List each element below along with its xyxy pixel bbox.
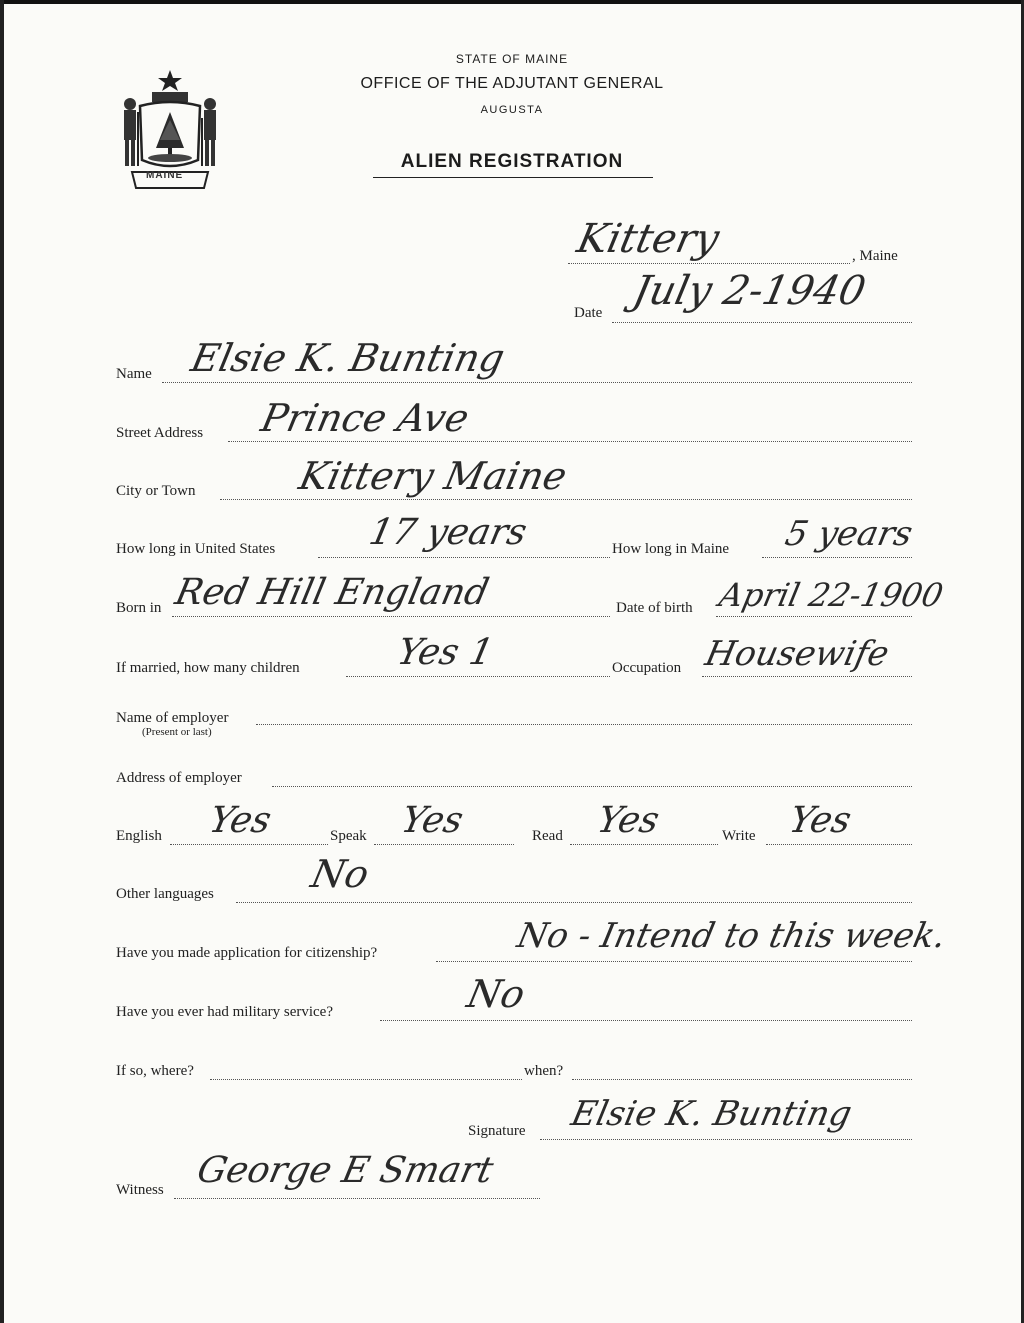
occupation-line <box>702 676 912 677</box>
write-label: Write <box>722 828 756 844</box>
city-line <box>220 499 912 500</box>
witness-label: Witness <box>116 1182 164 1198</box>
speak-line <box>374 844 514 845</box>
employer-address-label: Address of employer <box>116 770 242 786</box>
employer-line <box>256 724 912 725</box>
english-line <box>170 844 328 845</box>
date-value: July 2-1940 <box>629 268 870 314</box>
street-value: Prince Ave <box>257 396 473 440</box>
date-line <box>612 322 912 323</box>
read-label: Read <box>532 828 563 844</box>
street-line <box>228 441 912 442</box>
street-label: Street Address <box>116 425 204 441</box>
witness-line <box>174 1198 540 1199</box>
citizenship-label: Have you made application for citizenship? <box>116 945 378 961</box>
maine-label: , Maine <box>852 248 898 264</box>
read-line <box>570 844 718 845</box>
speak-label: Speak <box>330 828 367 844</box>
seal-banner-text: MAINE <box>146 170 184 181</box>
how-long-us-line <box>318 557 610 558</box>
write-value: Yes <box>785 800 855 841</box>
other-languages-value: No <box>307 852 373 896</box>
how-long-maine-label: How long in Maine <box>612 541 730 557</box>
name-label: Name <box>116 366 152 382</box>
military-line <box>380 1020 912 1021</box>
born-in-value: Red Hill England <box>171 572 493 613</box>
born-in-label: Born in <box>116 600 162 616</box>
town-value: Kittery <box>573 216 724 262</box>
employer-note: (Present or last) <box>142 726 212 738</box>
scan-border-left <box>0 0 4 1323</box>
how-long-maine-line <box>762 557 912 558</box>
read-value: Yes <box>593 800 663 841</box>
title-underline <box>373 177 653 178</box>
signature-value: Elsie K. Bunting <box>567 1094 856 1134</box>
date-of-birth-line <box>716 616 912 617</box>
city-label: City or Town <box>116 483 196 499</box>
if-so-where-line <box>210 1079 522 1080</box>
employer-address-line <box>272 786 912 787</box>
married-children-label: If married, how many children <box>116 660 300 676</box>
english-value: Yes <box>205 800 275 841</box>
how-long-us-value: 17 years <box>365 512 531 553</box>
header-state: STATE OF MAINE <box>455 52 569 66</box>
date-of-birth-value: April 22-1900 <box>715 576 947 614</box>
date-of-birth-label: Date of birth <box>616 600 693 616</box>
english-label: English <box>116 828 162 844</box>
employer-label: Name of employer <box>116 710 229 726</box>
citizenship-value: No - Intend to this week. <box>513 916 950 956</box>
date-label: Date <box>574 305 603 321</box>
scan-border-top <box>0 0 1024 4</box>
speak-value: Yes <box>397 800 467 841</box>
when-label: when? <box>524 1063 564 1079</box>
military-value: No <box>463 972 529 1016</box>
married-children-line <box>346 676 610 677</box>
header-office: OFFICE OF THE ADJUTANT GENERAL <box>360 75 664 92</box>
name-value: Elsie K. Bunting <box>187 336 509 380</box>
witness-value: George E Smart <box>193 1150 497 1191</box>
town-line <box>568 263 850 264</box>
when-line <box>572 1079 912 1080</box>
city-value: Kittery Maine <box>295 454 571 498</box>
signature-label: Signature <box>468 1123 526 1139</box>
other-languages-line <box>236 902 912 903</box>
born-in-line <box>172 616 610 617</box>
if-so-where-label: If so, where? <box>116 1063 194 1079</box>
citizenship-line <box>436 961 912 962</box>
occupation-value: Housewife <box>701 634 893 674</box>
page-title: ALIEN REGISTRATION <box>400 151 624 172</box>
how-long-maine-value: 5 years <box>781 514 917 554</box>
how-long-us-label: How long in United States <box>116 541 276 557</box>
occupation-label: Occupation <box>612 660 682 676</box>
married-children-value: Yes 1 <box>393 632 498 673</box>
write-line <box>766 844 912 845</box>
name-line <box>162 382 912 383</box>
military-label: Have you ever had military service? <box>116 1004 333 1020</box>
header-city: AUGUSTA <box>480 104 544 116</box>
signature-line <box>540 1139 912 1140</box>
other-languages-label: Other languages <box>116 886 214 902</box>
